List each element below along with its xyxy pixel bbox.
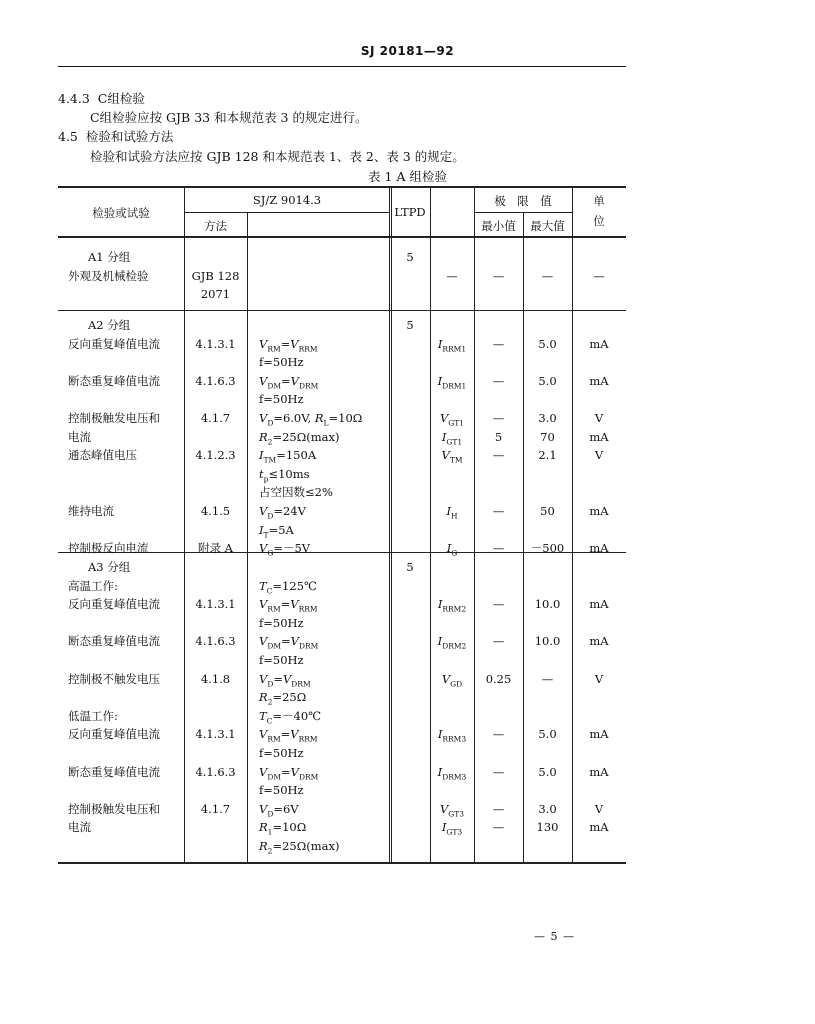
- symbol-cell: $I_{RRM3}$: [437, 727, 467, 744]
- section-4-4-3-heading: [58, 89, 145, 107]
- method-cell: 4.1.3.1: [195, 597, 236, 612]
- symbol-cell: $I_{DRM2}$: [437, 634, 467, 651]
- symbol-cell: $I_H$: [446, 504, 458, 521]
- test-name: 外观及机械检验: [68, 268, 149, 283]
- max-cell: －500: [530, 541, 565, 556]
- ltpd-cell: 5: [406, 250, 414, 264]
- header-rule-std: [184, 212, 390, 213]
- section-title: 检验和试验方法: [85, 129, 174, 144]
- method-cell: 4.1.3.1: [195, 336, 236, 351]
- unit-cell: mA: [589, 336, 609, 351]
- method-cell: 4.1.3.1: [195, 727, 236, 742]
- condition-cell: $I_{TM}=150A$: [259, 448, 317, 465]
- condition-cell: $V_{RM}=V_{RRM}$: [259, 597, 318, 614]
- method-cell: 2071: [200, 287, 231, 302]
- method-cell: 4.1.2.3: [195, 448, 236, 463]
- section-4-5-body: 检验和试验方法应按 GJB 128 和本规范表 1、表 2、表 3 的规定。: [90, 149, 465, 164]
- test-name: 控制极触发电压和: [68, 411, 160, 425]
- symbol-cell: —: [446, 268, 458, 283]
- unit-cell: mA: [589, 634, 609, 649]
- table-top-border: [58, 186, 626, 188]
- test-name: 电流: [68, 429, 91, 444]
- test-name: A1 分组: [88, 250, 131, 264]
- test-name: 低温工作:: [68, 708, 118, 723]
- test-name: 断态重复峰值电流: [68, 764, 160, 779]
- condition-cell: f=50Hz: [259, 783, 304, 798]
- unit-cell: V: [594, 448, 604, 463]
- test-name: A3 分组: [88, 560, 131, 574]
- symbol-cell: $I_{RRM2}$: [437, 597, 467, 614]
- unit-cell: mA: [589, 541, 609, 556]
- header-method: 方法: [204, 219, 227, 233]
- max-cell: 50: [540, 504, 555, 518]
- test-name: 控制极触发电压和: [68, 801, 160, 816]
- max-cell: 3.0: [538, 411, 557, 425]
- condition-cell: $V_G=-5V$: [259, 541, 311, 558]
- condition-cell: $T_C=125℃$: [259, 578, 317, 595]
- inspection-table: [58, 186, 626, 864]
- method-cell: 附录 A: [198, 541, 233, 556]
- min-cell: —: [492, 411, 505, 425]
- unit-cell: —: [593, 268, 605, 283]
- min-cell: —: [492, 336, 505, 351]
- test-name: 反向重复峰值电流: [68, 597, 160, 612]
- condition-cell: $I_T=5A$: [259, 522, 294, 539]
- symbol-cell: $V_{GT3}$: [439, 801, 465, 819]
- section-number: 4.5: [58, 129, 78, 144]
- header-unit: 单位: [593, 194, 605, 228]
- symbol-cell: $I_{DRM3}$: [437, 764, 467, 781]
- condition-cell: f=50Hz: [259, 653, 304, 667]
- header-test: 检验或试验: [92, 206, 150, 220]
- max-cell: 5.0: [538, 336, 557, 351]
- col-divider: [430, 186, 431, 864]
- condition-cell: $V_{RM}=V_{RRM}$: [259, 727, 318, 744]
- condition-cell: f=50Hz: [259, 615, 304, 630]
- method-cell: GJB 128: [191, 268, 240, 283]
- table-bottom-border: [58, 862, 626, 864]
- min-cell: —: [492, 727, 505, 742]
- test-name: 通态峰值电压: [68, 448, 137, 463]
- max-cell: 10.0: [534, 597, 561, 612]
- test-name: 电流: [68, 820, 91, 835]
- ltpd-cell: 5: [406, 560, 414, 574]
- table-caption: 表 1 A 组检验: [368, 169, 447, 184]
- condition-cell: f=50Hz: [259, 355, 304, 370]
- min-cell: —: [492, 801, 505, 816]
- max-cell: 5.0: [538, 373, 557, 388]
- max-cell: 70: [540, 429, 555, 444]
- section-4-5-heading: [58, 127, 173, 145]
- section-4-4-3-body: C组检验应按 GJB 33 和本规范表 3 的规定进行。: [90, 110, 368, 125]
- test-name: 断态重复峰值电流: [68, 373, 160, 388]
- condition-cell: $V_D=V_{DRM}$: [259, 671, 311, 688]
- test-name: 反向重复峰值电流: [68, 336, 160, 351]
- symbol-cell: $I_G$: [446, 541, 458, 558]
- min-cell: 5: [494, 429, 503, 444]
- header-max: 最大值: [530, 219, 565, 233]
- condition-cell: $V_D=24V$: [259, 504, 306, 521]
- condition-cell: $V_{DM}=V_{DRM}$: [259, 373, 319, 391]
- min-cell: —: [492, 634, 505, 649]
- condition-cell: $V_D=6.0V$, $R_L=10\Omega$: [259, 411, 363, 428]
- method-cell: 4.1.6.3: [195, 634, 236, 649]
- min-cell: —: [492, 820, 505, 835]
- unit-cell: mA: [589, 820, 609, 835]
- min-cell: —: [492, 373, 505, 388]
- symbol-cell: $V_{GD}$: [441, 671, 463, 688]
- min-cell: —: [492, 597, 505, 612]
- unit-cell: mA: [589, 373, 609, 388]
- max-cell: 5.0: [538, 727, 557, 742]
- max-cell: 5.0: [538, 764, 557, 779]
- condition-cell: $V_{DM}=V_{DRM}$: [259, 764, 319, 781]
- test-name: 反向重复峰值电流: [68, 727, 160, 742]
- method-cell: 4.1.6.3: [195, 764, 236, 779]
- max-cell: 10.0: [534, 634, 561, 649]
- unit-cell: mA: [589, 504, 609, 518]
- test-name: 维持电流: [68, 504, 114, 518]
- unit-cell: V: [594, 411, 604, 425]
- header-ltpd: LTPD: [394, 205, 426, 219]
- symbol-cell: $V_{GT1}$: [439, 411, 465, 428]
- condition-cell: 占空因数≤2%: [259, 485, 333, 500]
- method-cell: 4.1.7: [200, 801, 231, 816]
- condition-cell: $T_C=-40℃$: [259, 708, 322, 726]
- max-cell: —: [541, 268, 554, 283]
- col-divider: [474, 186, 475, 864]
- unit-cell: mA: [589, 429, 609, 444]
- method-cell: 4.1.5: [200, 504, 231, 518]
- test-name: A2 分组: [88, 318, 131, 332]
- condition-cell: f=50Hz: [259, 392, 304, 407]
- page-number: — 5 —: [534, 930, 575, 943]
- condition-cell: $R_2=25\Omega(\max)$: [259, 839, 340, 856]
- min-cell: 0.25: [485, 671, 512, 686]
- document-header: SJ 20181—92: [360, 44, 455, 58]
- unit-cell: mA: [589, 727, 609, 742]
- symbol-cell: $V_{TM}$: [441, 448, 463, 465]
- method-cell: 4.1.6.3: [195, 373, 236, 388]
- header-standard: SJ/Z 9014.3: [252, 193, 322, 207]
- test-name: 高温工作:: [68, 578, 118, 593]
- header-rule: [58, 66, 626, 67]
- unit-cell: V: [594, 801, 604, 816]
- unit-cell: V: [594, 671, 604, 686]
- max-cell: 3.0: [538, 801, 557, 816]
- min-cell: —: [492, 268, 505, 283]
- unit-cell: mA: [589, 764, 609, 779]
- condition-cell: $t_p\le 10ms$: [259, 466, 310, 484]
- test-name: 控制极不触发电压: [68, 671, 160, 686]
- min-cell: —: [492, 448, 505, 463]
- method-cell: 4.1.7: [200, 411, 231, 425]
- condition-cell: $R_2=25\Omega$: [259, 690, 307, 707]
- min-cell: —: [492, 764, 505, 779]
- section-number: 4.4.3: [58, 91, 90, 106]
- col-divider: [572, 186, 573, 864]
- test-name: 控制极反向电流: [68, 541, 149, 556]
- group-separator-a1: [58, 310, 626, 311]
- section-title: C组检验: [97, 91, 145, 106]
- max-cell: —: [541, 671, 554, 686]
- ltpd-cell: 5: [406, 318, 414, 332]
- symbol-cell: $I_{GT3}$: [441, 820, 463, 837]
- symbol-cell: $I_{RRM1}$: [437, 336, 467, 353]
- min-cell: —: [492, 504, 505, 518]
- condition-cell: $V_{RM}=V_{RRM}$: [259, 336, 318, 353]
- min-cell: —: [492, 541, 505, 556]
- test-name: 断态重复峰值电流: [68, 634, 160, 649]
- header-limits: 极 限 值: [494, 194, 552, 208]
- max-cell: 2.1: [538, 448, 557, 463]
- method-cell: 4.1.8: [200, 671, 231, 686]
- symbol-cell: $I_{DRM1}$: [437, 373, 467, 391]
- col-divider-double: [389, 186, 392, 864]
- condition-cell: f=50Hz: [259, 746, 304, 760]
- header-min: 最小值: [481, 219, 516, 233]
- col-divider: [247, 212, 248, 864]
- symbol-cell: $I_{GT1}$: [441, 429, 463, 446]
- header-bottom-border: [58, 236, 626, 238]
- unit-cell: mA: [589, 597, 609, 612]
- condition-cell: $R_2=25\Omega(\max)$: [259, 429, 340, 446]
- max-cell: 130: [536, 820, 559, 835]
- condition-cell: $V_{DM}=V_{DRM}$: [259, 634, 319, 651]
- condition-cell: $R_1=10\Omega$: [259, 820, 307, 837]
- condition-cell: $V_D=6V$: [259, 801, 299, 819]
